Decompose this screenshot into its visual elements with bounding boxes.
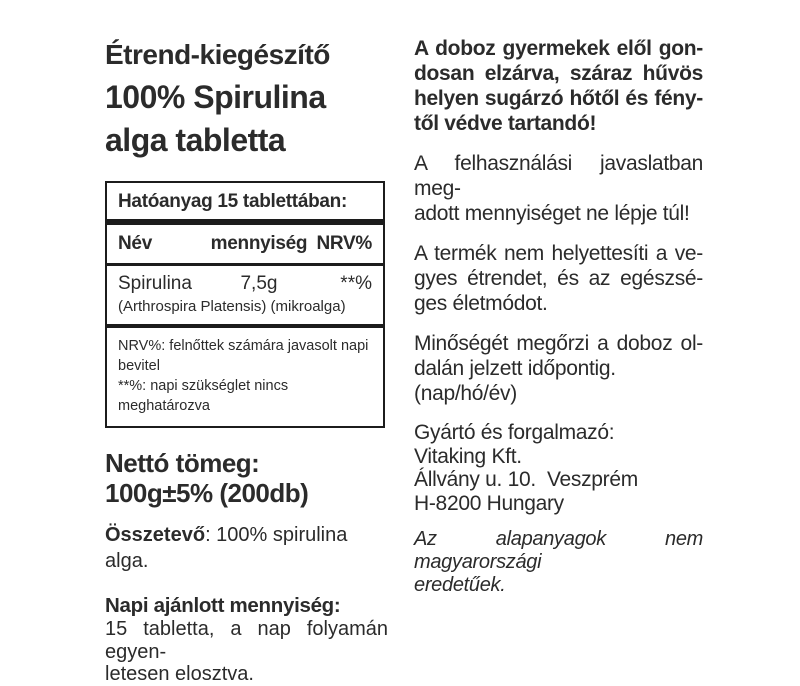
title-line-category: Étrend-kiegészítő bbox=[105, 39, 330, 70]
text-line: Gyártó és forgalmazó: bbox=[414, 421, 615, 444]
daily-dose-label: Napi ajánlott mennyiség: bbox=[105, 594, 341, 617]
text-line: Állvány u. 10. Veszprém bbox=[414, 468, 638, 491]
title-line-product: 100% Spirulina bbox=[105, 79, 326, 115]
date-format-note: (nap/hó/év) bbox=[414, 382, 517, 405]
diet-note bbox=[414, 241, 703, 316]
ingredient-text: : 100% spirulina alga. bbox=[105, 524, 348, 572]
ingredient-label: Összetevő bbox=[105, 524, 206, 546]
text-line: eredetűek. bbox=[414, 574, 506, 596]
ingredient-latin-name: (Arthrospira Platensis) (mikroalga) bbox=[118, 298, 346, 315]
text-line: A termék nem helyettesíti a ve- bbox=[414, 242, 703, 265]
dosage-warning bbox=[414, 151, 709, 226]
best-before-note bbox=[414, 331, 703, 381]
storage-warning bbox=[414, 36, 703, 136]
footnote-asterisk: **%: napi szükséglet nincs meghatározva bbox=[118, 378, 289, 414]
label-right-column bbox=[414, 36, 709, 612]
origin-note bbox=[414, 528, 709, 597]
table-title: Hatóanyag 15 tablettában: bbox=[118, 191, 347, 212]
column-header-nrv: NRV% bbox=[316, 233, 372, 254]
ingredient-amount: 7,5g bbox=[240, 273, 278, 294]
manufacturer-block bbox=[414, 421, 703, 515]
table-column-headers bbox=[107, 225, 383, 263]
text-line: dosan elzárva, száraz hűvös bbox=[414, 62, 703, 85]
text-line: A doboz gyermekek elől gon- bbox=[414, 37, 703, 60]
column-header-amount: mennyiség bbox=[210, 233, 308, 254]
text-line: gyes étrendet, és az egészsé- bbox=[414, 267, 703, 290]
daily-dose-text bbox=[105, 618, 394, 686]
active-ingredient-table bbox=[105, 181, 385, 428]
net-weight-label: Nettó tömeg: bbox=[105, 448, 260, 478]
footnote-nrv: NRV%: felnőttek számára javasolt napi bevitel bbox=[118, 338, 369, 374]
ingredient-line bbox=[105, 522, 388, 574]
table-footnotes bbox=[107, 328, 383, 426]
text-line: adott mennyiséget ne lépje túl! bbox=[414, 202, 690, 225]
text-line: Vitaking Kft. bbox=[414, 444, 522, 468]
text-line: helyen sugárzó hőtől és fény- bbox=[414, 87, 703, 110]
label-left-column bbox=[105, 34, 394, 686]
text-line: Az alapanyagok nem magyarországi bbox=[414, 528, 709, 573]
daily-dose bbox=[105, 594, 394, 686]
net-weight bbox=[105, 448, 388, 508]
text-line: Minőségét megőrzi a doboz ol- bbox=[414, 332, 703, 355]
product-title bbox=[105, 34, 388, 162]
text-line: dalán jelzett időpontig. bbox=[414, 357, 616, 380]
net-weight-value: 100g±5% (200db) bbox=[105, 478, 309, 508]
text-line: A felhasználási javaslatban meg- bbox=[414, 152, 709, 200]
text-line: től védve tartandó! bbox=[414, 112, 597, 135]
ingredient-name: Spirulina bbox=[118, 273, 192, 294]
column-header-name: Név bbox=[118, 233, 152, 254]
title-line-form: alga tabletta bbox=[105, 122, 286, 158]
ingredient-nrv: **% bbox=[340, 273, 372, 294]
text-line: ges életmódot. bbox=[414, 292, 548, 315]
text-line: letesen elosztva. bbox=[105, 663, 254, 685]
table-row bbox=[107, 266, 383, 295]
text-line: H-8200 Hungary bbox=[414, 491, 564, 515]
text-line: 15 tabletta, a nap folyamán egyen- bbox=[105, 618, 394, 663]
